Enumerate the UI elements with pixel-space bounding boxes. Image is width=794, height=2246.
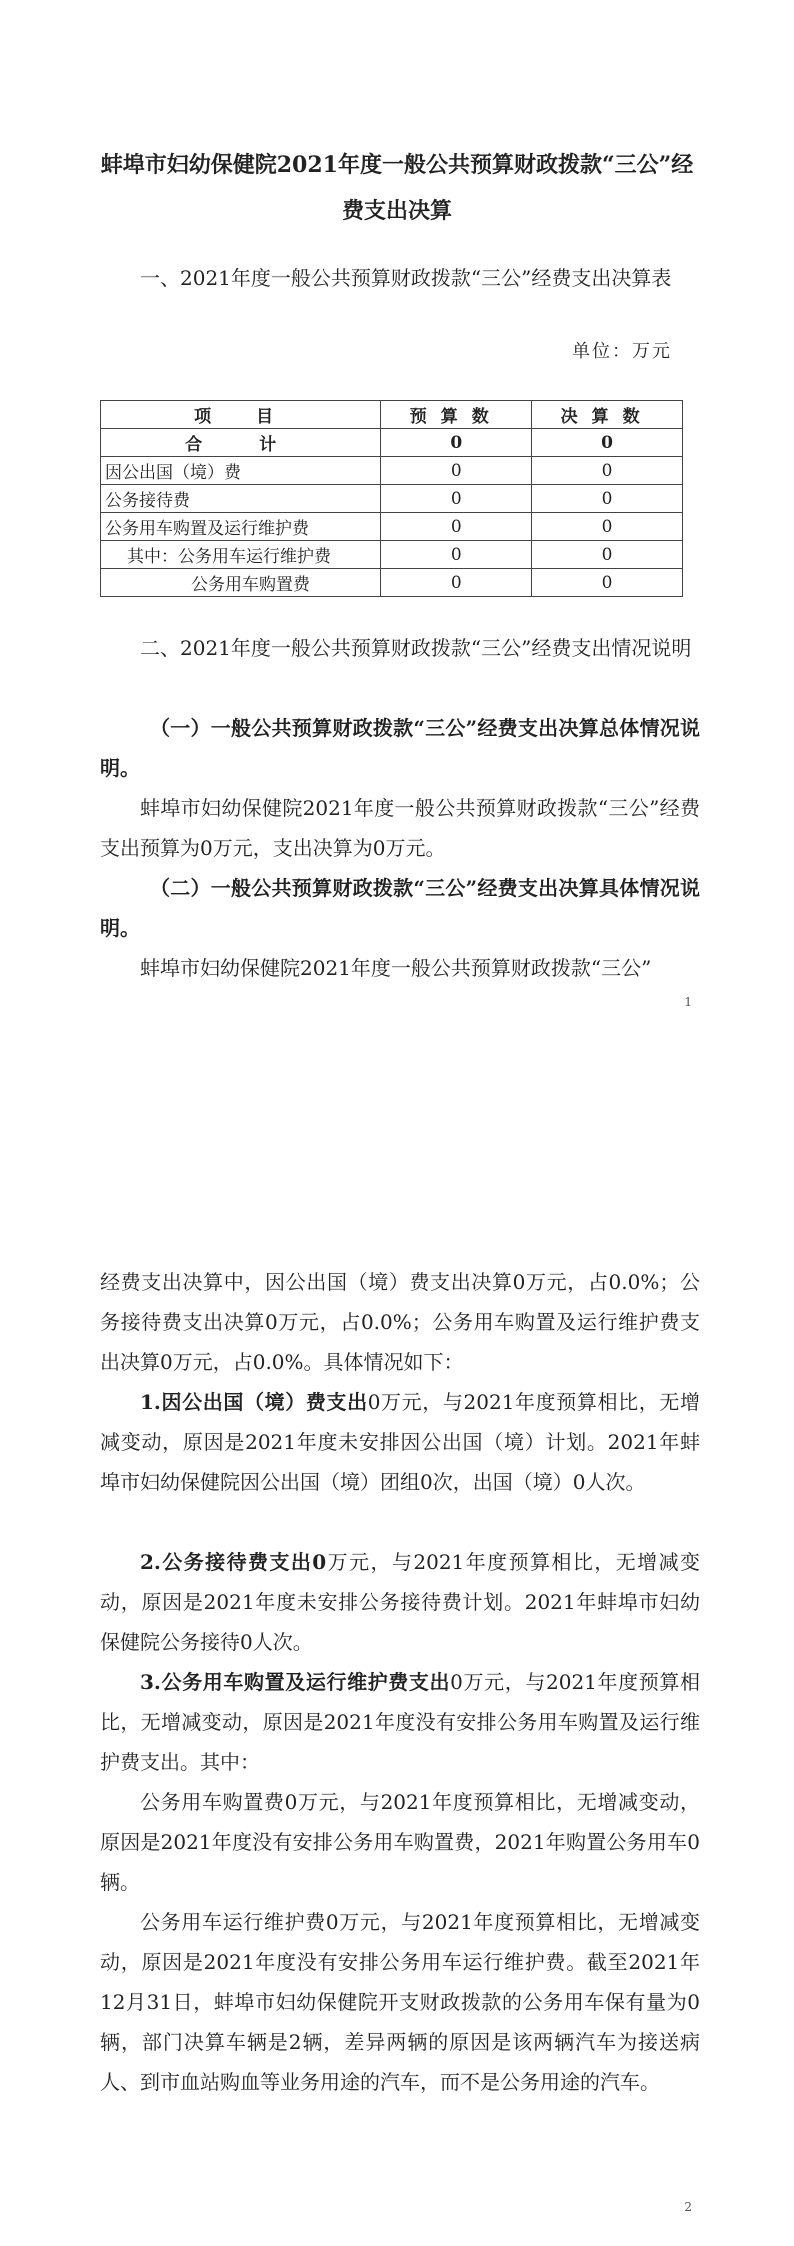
table-row	[101, 429, 683, 457]
row-budget: 0	[381, 569, 532, 597]
page-1	[0, 0, 794, 1050]
table-row	[101, 541, 683, 569]
table-row	[101, 457, 683, 485]
section2-heading: 二、2021年度一般公共预算财政拨款“三公”经费支出情况说明	[140, 636, 692, 660]
page-number: 1	[684, 995, 692, 1009]
row-budget: 0	[381, 541, 532, 569]
table-header-row	[101, 401, 683, 429]
row-label: 公务用车购置及运行维护费	[101, 513, 381, 541]
row-label: 其中：公务用车运行维护费	[101, 541, 381, 569]
row-label: 公务用车购置费	[101, 569, 381, 597]
section1-heading: 一、2021年度一般公共预算财政拨款“三公”经费支出决算表	[140, 266, 672, 290]
row-budget: 0	[381, 513, 532, 541]
row-final: 0	[532, 485, 683, 513]
table-row	[101, 485, 683, 513]
table-row	[101, 513, 683, 541]
header-final: 决算数	[532, 401, 683, 429]
row-final: 0	[532, 457, 683, 485]
header-item: 项 目	[101, 401, 381, 429]
row-budget: 0	[381, 457, 532, 485]
page-2	[0, 1250, 794, 2246]
item3-paragraph	[100, 1662, 700, 1782]
sub1-text: 蚌埠市妇幼保健院2021年度一般公共预算财政拨款“三公”经费支出预算为0万元，支出决算为0万元。	[100, 796, 700, 860]
row-final: 0	[532, 569, 683, 597]
page-number: 2	[684, 2200, 692, 2214]
item2-paragraph	[100, 1542, 700, 1662]
row-budget: 0	[381, 429, 532, 457]
sub2-heading: （二）一般公共预算财政拨款“三公”经费支出决算具体情况说明。	[100, 876, 700, 940]
unit-label: 单位：万元	[572, 341, 672, 362]
row-budget: 0	[381, 485, 532, 513]
item2-text: 万元，与2021年度预算相比，无增减变动，原因是2021年度未安排公务接待费计划。2021年蚌埠市妇幼保健院公务接待0人次。	[100, 1550, 700, 1654]
table-row	[101, 569, 683, 597]
purchase-paragraph: 公务用车购置费0万元，与2021年度预算相比，无增减变动，原因是2021年度没有安排公务用车购置费，2021年购置公务用车0辆。	[100, 1790, 700, 1894]
header-budget: 预算数	[381, 401, 532, 429]
item3-text: 0万元，与2021年度预算相比，无增减变动，原因是2021年度没有安排公务用车购置及运行维护费支出。其中：	[100, 1670, 700, 1774]
item2-lead: 2.公务接待费支出0	[140, 1550, 327, 1574]
row-final: 0	[532, 513, 683, 541]
document-title: 蚌埠市妇幼保健院2021年度一般公共预算财政拨款“三公”经费支出决算	[100, 152, 694, 224]
item1-lead: 1.因公出国（境）费支出	[140, 1390, 368, 1414]
operation-paragraph: 公务用车运行维护费0万元，与2021年度预算相比，无增减变动，原因是2021年度没有安排公务用车运行维护费。截至2021年12月31日，蚌埠市妇幼保健院开支财政拨款的公务用车保有量为0辆，部门决算车辆是2辆，差异两辆的原因是该两辆汽车为接送病人、到市血站购血等业务用途的汽车，而不是公务用途的汽车。	[100, 1910, 700, 2094]
item1-text: 0万元，与2021年度预算相比，无增减变动，原因是2021年度未安排因公出国（境）计划。2021年蚌埠市妇幼保健院因公出国（境）团组0次，出国（境）0人次。	[100, 1390, 700, 1494]
item3-lead: 3.公务用车购置及运行维护费支出	[140, 1670, 451, 1694]
expense-table	[100, 400, 683, 597]
item1-paragraph	[100, 1382, 700, 1502]
sub2-text-page2: 经费支出决算中，因公出国（境）费支出决算0万元，占0.0%；公务接待费支出决算0万元，占0.0%；公务用车购置及运行维护费支出决算0万元，占0.0%。具体情况如下：	[100, 1270, 700, 1374]
row-final: 0	[532, 429, 683, 457]
row-label: 因公出国（境）费	[101, 457, 381, 485]
row-final: 0	[532, 541, 683, 569]
sub1-heading: （一）一般公共预算财政拨款“三公”经费支出决算总体情况说明。	[100, 716, 700, 780]
sub2-text-page1: 蚌埠市妇幼保健院2021年度一般公共预算财政拨款“三公”	[140, 956, 652, 980]
row-label: 合 计	[101, 429, 381, 457]
row-label: 公务接待费	[101, 485, 381, 513]
